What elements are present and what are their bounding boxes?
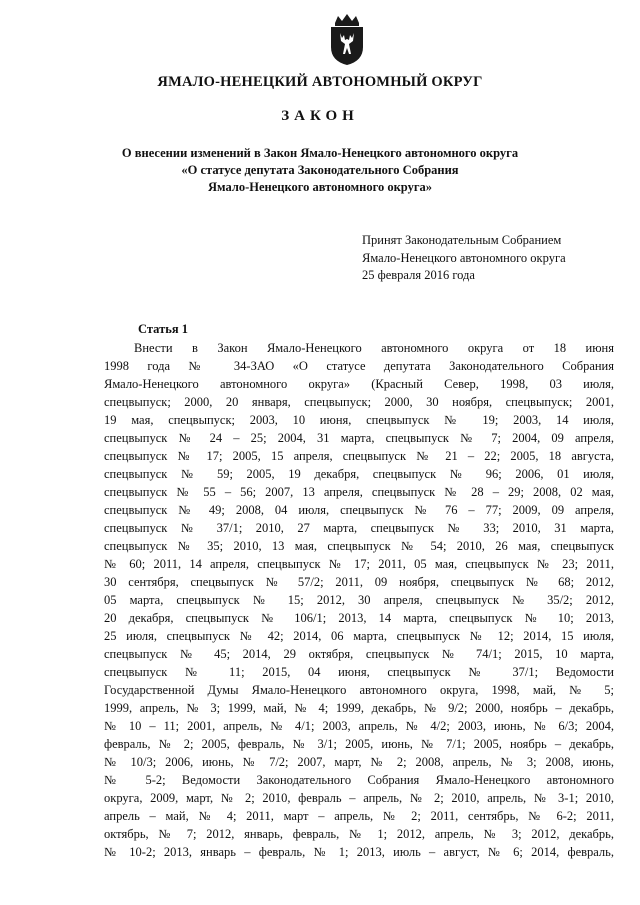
article-text-line: спецвыпуск № 59; 2005, 19 декабря, спецвыпуск № 96; 2006, 01 июля, — [104, 467, 614, 481]
article-text-line: спецвыпуск № 11; 2015, 04 июня, спецвыпуск № 37/1; Ведомости — [104, 665, 614, 679]
article-text-line: 30 сентября, спецвыпуск № 57/2; 2011, 09 ноября, спецвыпуск № 68; 2012, — [104, 575, 614, 589]
article-text-line: февраль, № 2; 2005, февраль, № 3/1; 2005, июнь, № 7/1; 2005, ноябрь – декабрь, — [104, 737, 614, 751]
article-heading: Статья 1 — [138, 322, 188, 336]
adoption-line: Ямало-Ненецкого автономного округа — [362, 250, 566, 265]
title-line: «О статусе депутата Законодательного Собрания — [181, 163, 459, 177]
article-text-line: № 10 – 11; 2001, апрель, № 4/1; 2003, апрель, № 4/2; 2003, июнь, № 6/3; 2004, — [104, 719, 614, 733]
article-text-line: спецвыпуск № 55 – 56; 2007, 13 апреля, спецвыпуск № 28 – 29; 2008, 02 мая, — [104, 485, 614, 499]
article-text-line: № 10/3; 2006, июнь, № 7/2; 2007, март, № 2; 2008, апрель, № 3; 2008, июнь, — [104, 755, 614, 769]
document-title — [0, 145, 640, 196]
article-text-line: спецвыпуск № 17; 2005, 15 апреля, спецвыпуск № 21 – 22; 2005, 18 августа, — [104, 449, 614, 463]
article-text-line: № 60; 2011, 14 апреля, спецвыпуск № 17; 2011, 05 мая, спецвыпуск № 23; 2011, — [104, 557, 614, 571]
article-body — [104, 339, 614, 861]
article-text-line: округа, 2009, март, № 2; 2010, февраль – апрель, № 2; 2010, апрель, № 3-1; 2010, — [104, 791, 614, 805]
coat-of-arms-icon — [326, 14, 368, 66]
article-text-line: Государственной Думы Ямало-Ненецкого автономного округа, 1998, май, № 5; — [104, 683, 614, 697]
article-text-line: 1998 года № 34-ЗАО «О статусе депутата Законодательного Собрания — [104, 359, 614, 373]
article-text-line: спецвыпуск № 49; 2008, 04 июля, спецвыпуск № 76 – 77; 2009, 09 апреля, — [104, 503, 614, 517]
article-text-line: 19 мая, спецвыпуск; 2003, 10 июня, спецвыпуск № 19; 2003, 14 июля, — [104, 413, 614, 427]
article-text-line: 25 июля, спецвыпуск № 42; 2014, 06 марта, спецвыпуск № 12; 2014, 15 июля, — [104, 629, 614, 643]
article-text-line: спецвыпуск; 2000, 20 января, спецвыпуск; 2000, 30 ноября, спецвыпуск; 2001, — [104, 395, 614, 409]
article-text-line: октябрь, № 7; 2012, январь, февраль, № 1; 2012, апрель, № 3; 2012, декабрь, — [104, 827, 614, 841]
document-type: ЗАКОН — [281, 108, 359, 124]
title-line: О внесении изменений в Закон Ямало-Ненецкого автономного округа — [121, 146, 519, 160]
adoption-note — [362, 232, 632, 285]
article-text-line: 1999, апрель, № 3; 1999, май, № 4; 1999, декабрь, № 9/2; 2000, ноябрь – декабрь, — [104, 701, 614, 715]
article-text-line: спецвыпуск № 37/1; 2010, 27 марта, спецвыпуск № 33; 2010, 31 марта, — [104, 521, 614, 535]
title-line: Ямало-Ненецкого автономного округа» — [208, 180, 432, 194]
article-text-line: № 10-2; 2013, январь – февраль, № 1; 2013, июль – август, № 6; 2014, февраль, — [104, 845, 614, 859]
article-text-line: спецвыпуск № 45; 2014, 29 октября, спецвыпуск № 74/1; 2015, 10 марта, — [104, 647, 614, 661]
region-name: ЯМАЛО-НЕНЕЦКИЙ АВТОНОМНЫЙ ОКРУГ — [157, 74, 483, 90]
article-text-line: спецвыпуск № 35; 2010, 13 мая, спецвыпуск № 54; 2010, 26 мая, спецвыпуск — [104, 539, 614, 553]
article-text-line: спецвыпуск № 24 – 25; 2004, 31 марта, спецвыпуск № 7; 2004, 09 апреля, — [104, 431, 614, 445]
article-text-line: Внести в Закон Ямало-Ненецкого автономного округа от 18 июня — [134, 341, 614, 355]
adoption-line: 25 февраля 2016 года — [362, 268, 475, 282]
article-text-line: 05 марта, спецвыпуск № 15; 2012, 30 апреля, спецвыпуск № 35/2; 2012, — [104, 593, 614, 607]
article-text-line: Ямало-Ненецкого автономного округа» (Красный Север, 1998, 03 июля, — [104, 377, 614, 391]
article-text-line: № 5-2; Ведомости Законодательного Собрания Ямало-Ненецкого автономного — [104, 773, 614, 787]
article-text-line: апрель – май, № 4; 2011, март – апрель, № 2; 2011, сентябрь, № 6-2; 2011, — [104, 809, 614, 823]
adoption-line: Принят Законодательным Собранием — [362, 233, 562, 247]
article-text-line: 20 декабря, спецвыпуск № 106/1; 2013, 14 марта, спецвыпуск № 10; 2013, — [104, 611, 614, 625]
